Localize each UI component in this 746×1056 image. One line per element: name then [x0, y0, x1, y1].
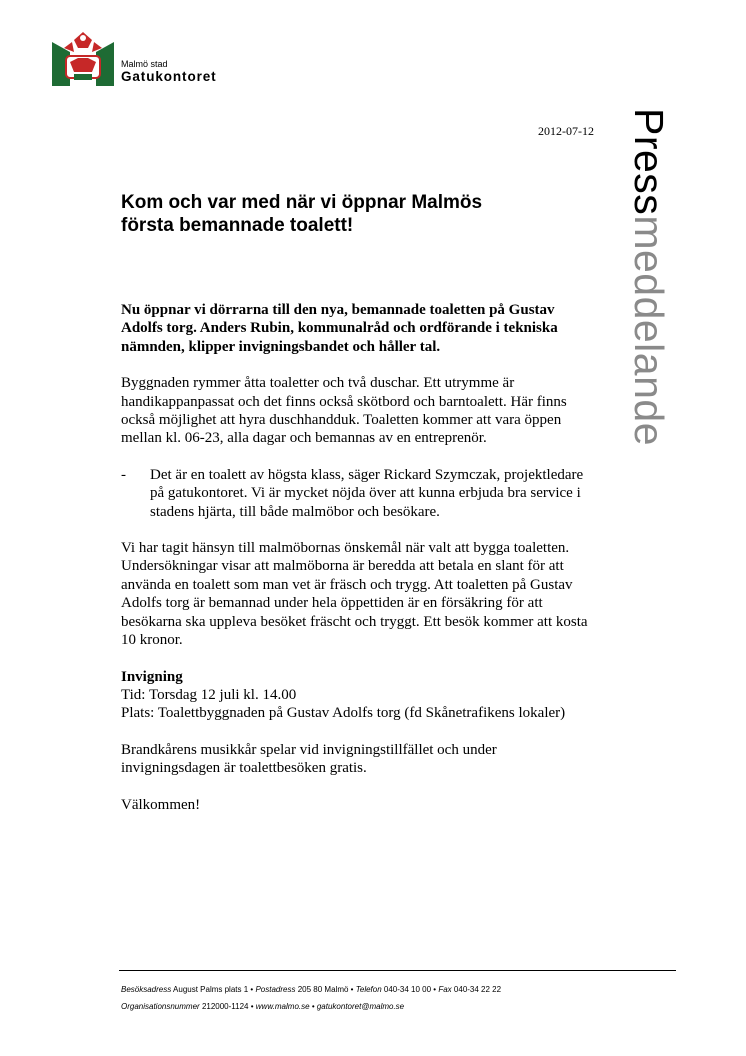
- document-date: 2012-07-12: [538, 124, 594, 138]
- footer-separator: •: [433, 985, 437, 994]
- invigning-place: Plats: Toalettbyggnaden på Gustav Adolfs torg (fd Skånetrafikens lokaler): [121, 705, 566, 722]
- footer-separator: •: [250, 985, 254, 994]
- org-city: Malmö stad: [121, 59, 168, 69]
- invigning-section: [121, 668, 589, 723]
- footer-orgnr-label: Organisationsnummer: [121, 1002, 200, 1011]
- paragraph-facilities: Byggnaden rymmer åtta toaletter och två duschar. Ett utrymme är handikappanpassat och det finns också skötbord och barntoalett. Här finns också möjlighet att hyra duschhandduk. Toaletten kommer att vara öppen mellan kl. 06-23, alla dagar och bemannas av en entreprenör.: [121, 375, 567, 447]
- vertical-title-rest: meddelande: [626, 215, 672, 446]
- footer-phone-label: Telefon: [355, 985, 382, 994]
- footer-postal-label: Postadress: [255, 985, 296, 994]
- headline: [121, 191, 581, 237]
- footer-email: gatukontoret@malmo.se: [316, 1002, 405, 1011]
- invigning-title: Invigning: [121, 668, 183, 685]
- footer-orgnr: 212000-1124: [201, 1002, 249, 1011]
- headline-line-1: Kom och var med när vi öppnar Malmös: [121, 192, 483, 213]
- quote-text: Det är en toalett av högsta klass, säger Rickard Szymczak, projektledare på gatukontoret. Vi är mycket nöjda över att kunna erbjuda bra service i stadens hjärta, till både malmöbor och besökare.: [150, 466, 584, 520]
- org-department: Gatukontoret: [121, 69, 217, 84]
- footer-separator: •: [250, 1002, 254, 1011]
- closing: Välkommen!: [121, 796, 201, 813]
- footer-address: August Palms plats 1: [173, 985, 249, 994]
- footer-postal: 205 80 Malmö: [297, 985, 349, 994]
- press-release-body: [121, 301, 589, 832]
- footer: [121, 981, 501, 1015]
- paragraph-music: Brandkårens musikkår spelar vid invigningstillfället och under invigningsdagen är toalettbesöken gratis.: [121, 741, 497, 777]
- malmo-stad-logo: [52, 28, 114, 86]
- footer-line-1: [121, 981, 501, 998]
- paragraph-survey: Vi har tagit hänsyn till malmöbornas önskemål när valt att bygga toaletten. Undersökningar visar att malmöborna är beredda att betala en slant för att använda en toalett som man vet är fräsch och trygg. Att toaletten på Gustav Adolfs torg är bemannad under hela öppettiden är en försäkring för att besökarna ska uppleva besöket fräscht och tryggt. Ett besök kommer att kosta 10 kronor.: [121, 540, 588, 649]
- pressmeddelande-vertical-title: [626, 108, 672, 446]
- organization-name: [121, 59, 217, 85]
- footer-phone: 040-34 10 00: [383, 985, 432, 994]
- headline-line-2: första bemannade toalett!: [121, 215, 354, 236]
- footer-divider: [119, 970, 676, 971]
- footer-address-label: Besöksadress: [121, 985, 172, 994]
- footer-website: www.malmo.se: [255, 1002, 310, 1011]
- footer-separator: •: [311, 1002, 315, 1011]
- lead-paragraph: Nu öppnar vi dörrarna till den nya, bemannade toaletten på Gustav Adolfs torg. Anders Rubin, kommunalråd och ordförande i tekniska nämnden, klipper invigningsbandet och håller tal.: [121, 302, 558, 355]
- vertical-title-press: Press: [626, 108, 672, 216]
- footer-fax-label: Fax: [438, 985, 452, 994]
- footer-line-2: [121, 998, 501, 1015]
- invigning-time: Tid: Torsdag 12 juli kl. 14.00: [121, 686, 297, 703]
- footer-separator: •: [350, 985, 354, 994]
- footer-fax: 040-34 22 22: [453, 985, 502, 994]
- quote-dash: -: [121, 466, 126, 483]
- quote-block: [121, 466, 589, 521]
